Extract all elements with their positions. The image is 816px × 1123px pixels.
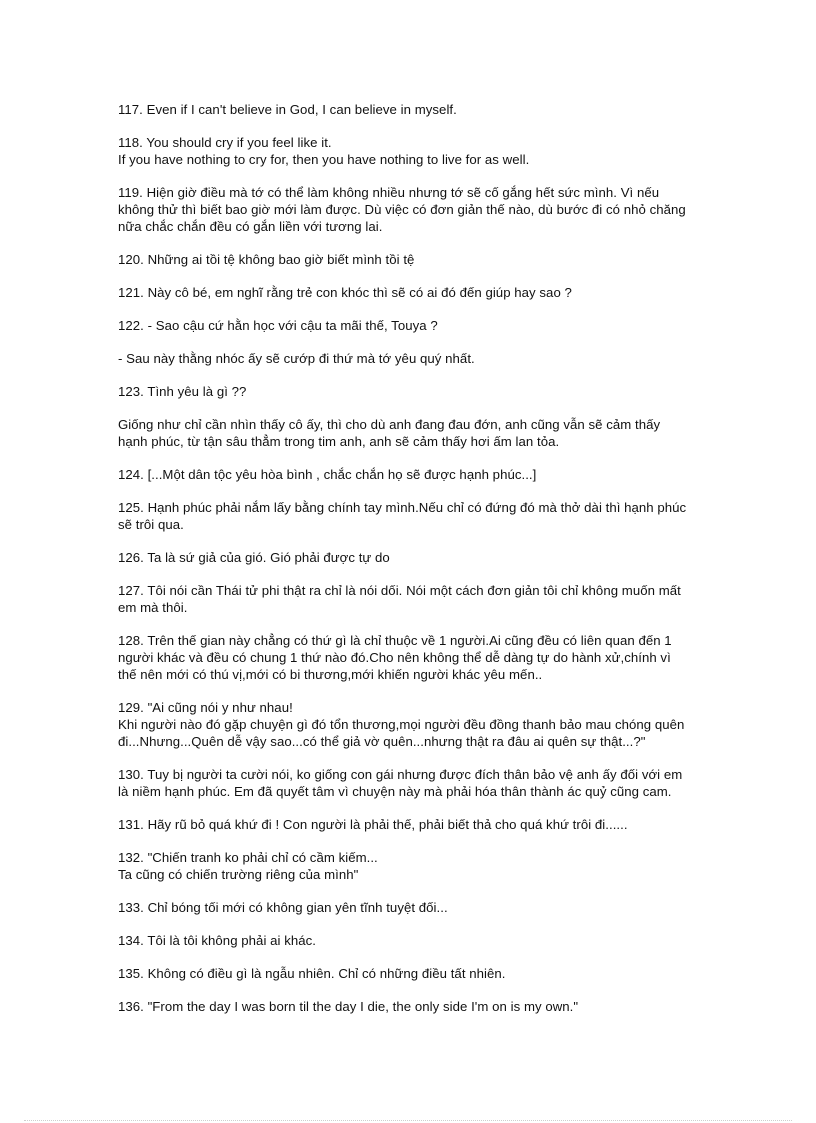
text-line: Ta cũng có chiến trường riêng của mình" bbox=[118, 867, 359, 882]
text-line: If you have nothing to cry for, then you have nothing to live for as well. bbox=[118, 152, 530, 167]
quote-135 bbox=[118, 965, 718, 982]
quote-120 bbox=[118, 251, 718, 268]
quote-119 bbox=[118, 184, 718, 235]
text-line: 135. Không có điều gì là ngẫu nhiên. Chỉ có những điều tất nhiên. bbox=[118, 966, 506, 981]
quote-126 bbox=[118, 549, 718, 566]
text-line: 119. Hiện giờ điều mà tớ có thể làm không nhiều nhưng tớ sẽ cố gắng hết sức mình. Vì nếu bbox=[118, 185, 660, 200]
quote-122-reply bbox=[118, 350, 718, 367]
quote-123 bbox=[118, 383, 718, 400]
text-line: là niềm hạnh phúc. Em đã quyết tâm vì chuyện này mà phải hóa thân thành ác quỷ cũng cam. bbox=[118, 784, 672, 799]
quote-134 bbox=[118, 932, 718, 949]
text-line: 131. Hãy rũ bỏ quá khứ đi ! Con người là phải thế, phải biết thả cho quá khứ trôi đi...... bbox=[118, 817, 628, 832]
text-line: thế nên mới có thú vị,mới có bi thương,mới khiến người khác yêu mến.. bbox=[118, 667, 543, 682]
quote-124 bbox=[118, 466, 718, 483]
quote-136 bbox=[118, 998, 718, 1015]
text-line: 128. Trên thế gian này chẳng có thứ gì là chỉ thuộc về 1 người.Ai cũng đều có liên quan đến 1 bbox=[118, 633, 672, 648]
text-line: 132. "Chiến tranh ko phải chỉ có cầm kiếm... bbox=[118, 850, 378, 865]
text-line: 118. You should cry if you feel like it. bbox=[118, 135, 332, 150]
text-line: 133. Chỉ bóng tối mới có không gian yên tĩnh tuyệt đối... bbox=[118, 900, 448, 915]
text-line: hạnh phúc, từ tận sâu thẳm trong tim anh, anh sẽ cảm thấy hơi ấm lan tỏa. bbox=[118, 434, 560, 449]
quote-133 bbox=[118, 899, 718, 916]
quote-131 bbox=[118, 816, 718, 833]
text-line: 125. Hạnh phúc phải nắm lấy bằng chính tay mình.Nếu chỉ có đứng đó mà thở dài thì hạnh phúc bbox=[118, 500, 687, 515]
text-line: 124. [...Một dân tộc yêu hòa bình , chắc chắn họ sẽ được hạnh phúc...] bbox=[118, 467, 537, 482]
text-line: Khi người nào đó gặp chuyện gì đó tổn thương,mọi người đều đồng thanh bảo mau chóng quên bbox=[118, 717, 685, 732]
quote-130 bbox=[118, 766, 718, 800]
text-line: em mà thôi. bbox=[118, 600, 188, 615]
quote-122 bbox=[118, 317, 718, 334]
text-line: 129. "Ai cũng nói y như nhau! bbox=[118, 700, 293, 715]
text-line: 134. Tôi là tôi không phải ai khác. bbox=[118, 933, 316, 948]
text-line: 126. Ta là sứ giả của gió. Gió phải được tự do bbox=[118, 550, 390, 565]
text-line: 117. Even if I can't believe in God, I can believe in myself. bbox=[118, 102, 457, 117]
quote-125 bbox=[118, 499, 718, 533]
text-line: 136. "From the day I was born til the day I die, the only side I'm on is my own." bbox=[118, 999, 579, 1014]
quote-118 bbox=[118, 134, 718, 168]
quote-117 bbox=[118, 101, 718, 118]
text-line: - Sau này thằng nhóc ấy sẽ cướp đi thứ mà tớ yêu quý nhất. bbox=[118, 351, 475, 366]
text-line: người khác và đều có chung 1 thứ nào đó.Cho nên không thể dễ dàng tự do hành xử,chính vì bbox=[118, 650, 671, 665]
quote-127 bbox=[118, 582, 718, 616]
page-bottom-divider bbox=[24, 1120, 792, 1121]
quote-128 bbox=[118, 632, 718, 683]
text-line: Giống như chỉ cần nhìn thấy cô ấy, thì cho dù anh đang đau đớn, anh cũng vẫn sẽ cảm thấy bbox=[118, 417, 661, 432]
document-body bbox=[118, 101, 718, 1031]
text-line: 123. Tình yêu là gì ?? bbox=[118, 384, 247, 399]
text-line: 122. - Sao cậu cứ hằn học với cậu ta mãi thế, Touya ? bbox=[118, 318, 438, 333]
quote-121 bbox=[118, 284, 718, 301]
text-line: 121. Này cô bé, em nghĩ rằng trẻ con khóc thì sẽ có ai đó đến giúp hay sao ? bbox=[118, 285, 572, 300]
quote-132 bbox=[118, 849, 718, 883]
text-line: 120. Những ai tồi tệ không bao giờ biết mình tồi tệ bbox=[118, 252, 415, 267]
text-line: sẽ trôi qua. bbox=[118, 517, 184, 532]
text-line: đi...Nhưng...Quên dễ vậy sao...có thể giả vờ quên...nhưng thật ra đâu ai quên sự thật...?" bbox=[118, 734, 646, 749]
quote-129 bbox=[118, 699, 718, 750]
text-line: 127. Tôi nói cần Thái tử phi thật ra chỉ là nói dối. Nói một cách đơn giản tôi chỉ không muốn mất bbox=[118, 583, 681, 598]
text-line: nữa chắc chắn đều có gắn liền với tương lai. bbox=[118, 219, 383, 234]
text-line: không thử thì biết bao giờ mới làm được. Dù việc có đơn giản thế nào, dù bước đi có nhỏ chăng bbox=[118, 202, 686, 217]
text-line: 130. Tuy bị người ta cười nói, ko giống con gái nhưng được đích thân bảo vệ anh ấy đối với em bbox=[118, 767, 683, 782]
quote-123-answer bbox=[118, 416, 718, 450]
